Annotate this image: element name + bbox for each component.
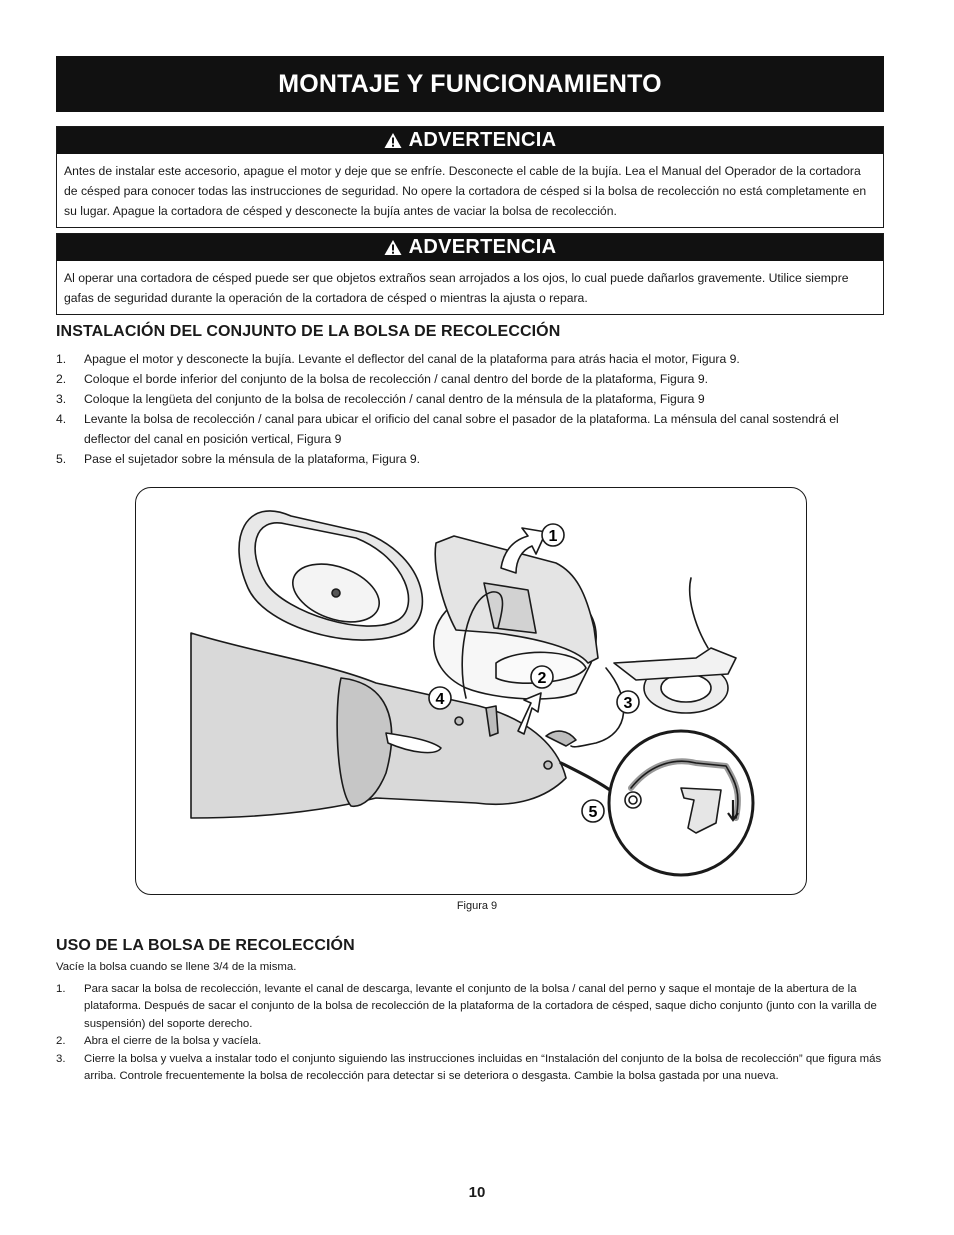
list-item [56,369,886,389]
usage-heading: USO DE LA BOLSA DE RECOLECCIÓN [56,937,355,954]
usage-steps [56,981,886,1086]
list-item [56,1033,886,1050]
warning-text: Antes de instalar este accesorio, apague el motor y deje que se enfríe. Desconecte el cable de la bujía. Lea el Manual del Operador de la cortadora de césped para conocer todas las instrucciones de seguridad. No opere la cortadora de césped si la bolsa de recolección no está completamente en su lugar. Apague la cortadora de césped y desconecte la bujía antes de vaciar la bolsa de recolección. [64,164,867,218]
warning-box-1 [56,126,884,228]
warning-text: Al operar una cortadora de césped puede ser que objetos extraños sean arrojados a los ojos, lo cual puede dañarlos gravemente. Utilice siempre gafas de seguridad durante la operación de la cortadora de césped o mientras la ajusta o repara. [64,271,849,305]
warning-box-2 [56,233,884,315]
installation-steps [56,349,886,469]
callout-4 [429,687,451,709]
step-number: 3. [56,392,67,406]
callout-label: 1 [548,528,558,545]
warning-title: ADVERTENCIA [408,236,557,258]
callout-2 [531,666,553,688]
step-text: Cierre la bolsa y vuelva a instalar todo el conjunto siguiendo las instrucciones incluidas en “Instalación del conjunto de la bolsa de recolección” que figura más arriba. Controle frecuentemente la bolsa de recolección para detectar si se deteriora o desgasta. Cambie la bolsa gastada por una nueva. [84,1053,882,1083]
warning-header [57,127,883,154]
installation-heading: INSTALACIÓN DEL CONJUNTO DE LA BOLSA DE RECOLECCIÓN [56,323,561,340]
list-item [56,981,886,1033]
step-text: Coloque la lengüeta del conjunto de la bolsa de recolección / canal dentro de la ménsula de la plataforma, Figura 9 [84,392,705,406]
step-number: 1. [56,352,67,366]
page-number: 10 [468,1184,486,1201]
callout-label: 5 [588,804,598,821]
warning-header [57,234,883,261]
callout-1 [542,524,564,546]
mower-bag-illustration [136,488,806,894]
warning-title: ADVERTENCIA [408,129,557,151]
callout-3 [617,691,639,713]
callout-label: 2 [537,670,547,687]
step-text: Abra el cierre de la bolsa y vacíela. [84,1035,262,1048]
rear-wheel [239,511,422,640]
warning-triangle-icon [384,132,402,149]
callout-5 [582,800,604,822]
step-number: 3. [56,1053,66,1066]
warning-triangle-icon [384,239,402,256]
step-number: 2. [56,372,67,386]
step-text: Pase el sujetador sobre la ménsula de la plataforma, Figura 9. [84,452,421,466]
step-text: Levante la bolsa de recolección / canal para ubicar el orificio del canal sobre el pasador de la plataforma. La ménsula del canal sostendrá el deflector del canal en posición vertical, Figura 9 [84,412,839,446]
usage-intro: Vacíe la bolsa cuando se llene 3/4 de la misma. [56,961,297,973]
callout-label: 4 [435,691,445,708]
list-item [56,409,886,449]
list-item [56,1051,886,1086]
step-number: 1. [56,983,66,995]
step-number: 4. [56,412,67,426]
callout-label: 3 [623,695,633,712]
section-title-bar [56,56,884,112]
step-text: Coloque el borde inferior del conjunto de la bolsa de recolección / canal dentro del borde de la plataforma, Figura 9. [84,372,708,386]
list-item [56,389,886,409]
figure-9-illustration [135,487,807,895]
list-item [56,449,886,469]
step-text: Apague el motor y desconecte la bujía. Levante el deflector del canal de la plataforma para atrás hacia el motor, Figura 9. [84,352,740,366]
step-text: Para sacar la bolsa de recolección, levante el canal de descarga, levante el conjunto de la bolsa / canal del perno y saque el montaje de la abertura de la plataforma. Después de sacar el conjunto de la bolsa de recolección de la plataforma de la cortadora de césped, saque dicho conjunto (junto con la varilla de suspensión) del soporte derecho. [84,983,877,1030]
page-title: MONTAJE Y FUNCIONAMIENTO [278,69,662,98]
step-number: 5. [56,452,67,466]
step-number: 2. [56,1035,66,1048]
detail-zoom-circle [609,731,753,875]
list-item [56,349,886,369]
figure-caption: Figura 9 [456,900,498,912]
